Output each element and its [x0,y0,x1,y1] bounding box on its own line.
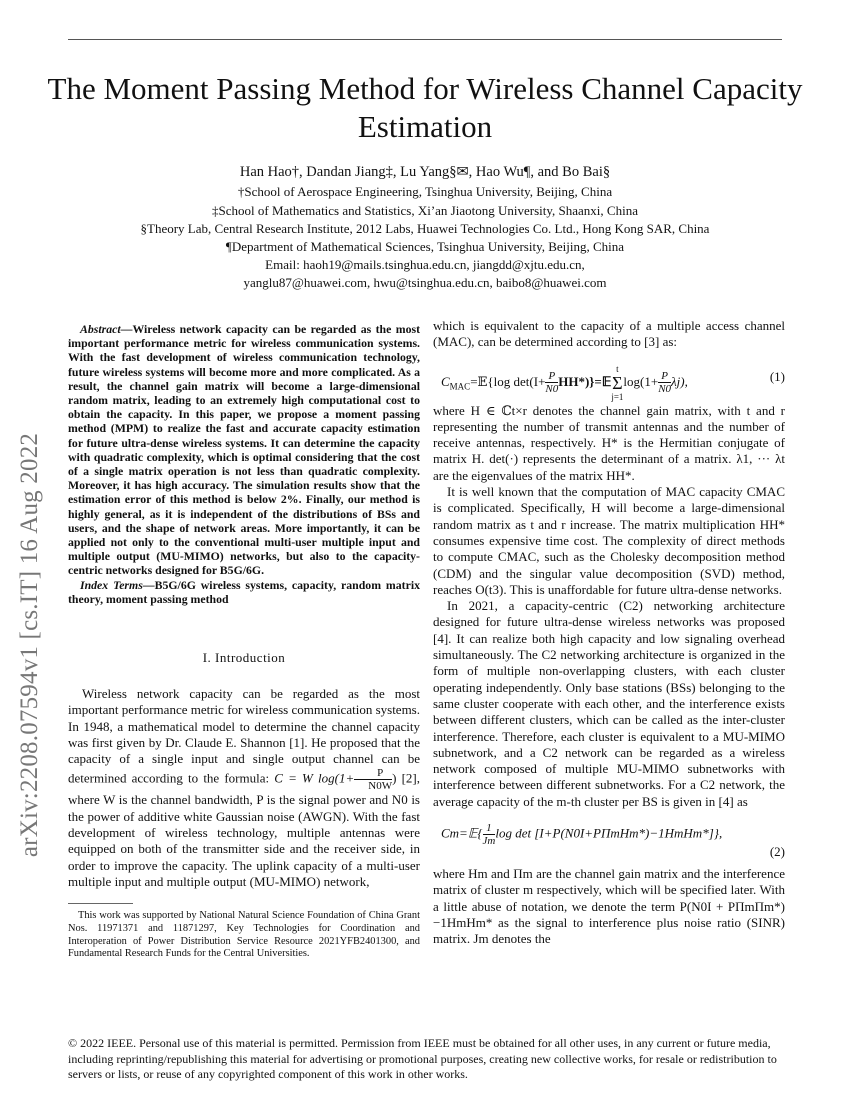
footnote-rule [68,903,133,904]
shannon-fraction [354,767,392,792]
eq1-frac2-num: P [658,370,671,383]
header-rule [68,39,782,40]
copyright-notice: © 2022 IEEE. Personal use of this material is permitted. Permission from IEEE must be obtained for all other uses, in any current or future media, including reprinting/republishing this material for advertising or promotional purposes, creating new collective works, for resale or redistribution to servers or lists, or reuse of any copyrighted component of this work in other works. [68,1036,777,1082]
intro-text-b: ) [2], where W is the channel bandwidth, P is the signal power and N0 is the power of additive white Gaussian noise (AWGN). With the fast development of wireless technology, multiple antennas were equipped on both of the transmitter side and the receiver side, in order to improve the capacity. The uplink capacity of a multi-user multiple input and multiple output (MU-MIMO) network, [68,770,420,889]
equation-2-body [441,822,722,847]
eq1-sum-top: t [616,363,619,374]
index-terms-paragraph [68,578,420,606]
eq2-frac-num: 1 [483,822,496,835]
introduction-body [68,686,420,890]
email-line-2: yanglu87@huawei.com, hwu@tsinghua.edu.cn, baibo8@huawei.com [243,275,607,290]
equation-1 [433,357,785,402]
intro-paragraph [68,686,420,890]
equation-1-number: (1) [769,368,785,384]
matrix-definition-paragraph: where H ∈ ℂt×r denotes the channel gain matrix, with t and r representing the number of transmit antennas and the number of receive antennas, respectively. H* is the Hermitian conjugate of matrix H. det(·) represents the determinant of a matrix. λ1, ··· λt are the eigenvalues of the matrix HH*. [433,402,785,483]
eq2-rest: log det [I+P(N0I+PΠmHm*)−1HmHm*]}, [495,825,723,841]
affiliation-huawei: §Theory Lab, Central Research Institute, 2012 Labs, Huawei Technologies Co. Ltd., Hong Kong SAR, China [140,221,710,236]
equation-1-body [441,363,688,403]
affiliation-aerospace: †School of Aerospace Engineering, Tsinghua University, Beijing, China [237,184,613,199]
complexity-paragraph: It is well known that the computation of MAC capacity CMAC is complicated. Specifically, H will become a large-dimensional random matrix as t and r increase. The matrix multiplication HH* consumes expensive time cost. The complexity of direct methods to compute CMAC, such as the Cholesky decomposition method (CDM) and the singular value decomposition (SVD) method, reaches O(t3). This is unaffordable for future ultra-dense networks. [433,484,785,597]
c2-architecture-paragraph: In 2021, a capacity-centric (C2) networking architecture designed for future ultra-dense wireless networks was proposed [4]. It can realize both high capacity and low signaling overhead simultaneously. The C2 networking architecture is organized in the form of multiple non-overlapping clusters, with each cluster operating independently. Only base stations (BSs) belonging to the same cluster cooperate with each other, and the interference exists between different clusters, which can be called as the inter-cluster interference. Therefore, each cluster is equivalent to a MU-MIMO subnetwork, and a C2 network can be regarded as a wireless network composed of multiple MU-MIMO subnetworks with interference between different subnetworks. For a C2 network, the average capacity of the m-th cluster per BS is given in [4] as [433,598,785,809]
eq1-part-3: log(1+ [623,373,659,389]
abstract-label: Abstract [80,322,121,336]
eq1-lhs: C [441,373,450,389]
shannon-fraction-denominator: N0W [368,780,393,793]
abstract-paragraph [68,322,420,578]
eq1-fraction-2 [658,370,671,395]
eq1-fraction-1 [545,370,558,395]
intro-text-a: Wireless network capacity can be regarded as the most important performance metric for wireless communication systems. In 1948, a mathematical model to determine the channel capacity was first given by Dr. Claude E. Shannon [1]. He proposed that the capacity of a single input and single output channel can be determined according to the formula: [68,686,420,786]
eq1-frac1-num: P [545,370,558,383]
index-terms-label: Index Terms [80,577,143,592]
eq1-frac1-den: N0 [545,383,559,396]
eq1-sum-symbol: Σ [612,372,623,393]
arxiv-side-stamp [0,300,60,858]
index-terms-text: —B5G/6G wireless systems, capacity, random matrix theory, moment passing method [68,577,420,606]
author-list: Han Hao†, Dandan Jiang‡, Lu Yang§✉, Hao Wu¶, and Bo Bai§ [239,164,611,180]
eq2-frac-den: Jm [482,835,496,848]
shannon-fraction-numerator: P [354,767,392,780]
equation-2 [433,816,785,862]
eq1-part-1: =𝔼{log det(I+ [470,373,546,389]
mac-intro-paragraph: which is equivalent to the capacity of a multiple access channel (MAC), can be determined according to [3] as: [433,318,785,350]
funding-footnote: This work was supported by National Natural Science Foundation of China Grant Nos. 11971371 and 11871297, Key Technologies for Coordination and Interoperation of Power Distribution Service Resource 2021YFB2401300, and Fundamental Research Funds for the Central Universities. [68,910,420,960]
eq1-lhs-sub: MAC [449,381,471,392]
eq1-frac2-den: N0 [658,383,672,396]
abstract-text: —Wireless network capacity can be regarded as the most important performance metric for wireless communication systems. With the fast development of wireless communication technology, future wireless systems will become more and more complicated. As a result, the channel gain matrix will become a large-dimensional random matrix, leading to an extremely high computational cost to obtain the capacity. In this paper, we propose a moment passing method (MPM) to realize the fast and accurate capacity estimation for future ultra-dense wireless systems. It can determine the capacity with quadratic complexity, which is optimal considering that the cost of a single matrix operation is not less than quadratic complexity. Moreover, it has high accuracy. The simulation results show that the estimation error of this method is below 2%. Finally, our method is highly general, as it is independent of the distributions of BSs and users, and the shape of network areas. More importantly, it can be applied not only to the conventional multi-user multiple input and multiple output (MU-MIMO) networks, but also to the capacity-centric networks designed for B5G/6G. [68,322,420,578]
right-column [433,318,785,948]
equation-2-number: (2) [769,844,785,860]
affiliation-math-sciences: ¶Department of Mathematical Sciences, Tsinghua University, Beijing, China [225,239,625,254]
affiliation-math-stats: ‡School of Mathematics and Statistics, Xi’an Jiaotong University, Shaanxi, China [212,203,638,218]
eq1-part-2: HH*)}=𝔼 [558,373,612,389]
shannon-formula: C = W log(1+ [274,770,355,786]
eq1-part-4: λj), [671,373,688,389]
abstract-block [68,322,420,606]
eq2-fraction [483,822,496,847]
paper-title: The Moment Passing Method for Wireless Channel Capacity Estimation [47,71,803,144]
eq2-lhs: Cm=𝔼{ [441,825,483,841]
eq1-sum [611,363,623,403]
email-line-1: Email: haoh19@mails.tsinghua.edu.cn, jiangdd@xjtu.edu.cn, [265,257,585,272]
sinr-paragraph: where Hm and Πm are the channel gain matrix and the interference matrix of cluster m respectively, which will be specified later. With a little abuse of notation, we denote the term P(N0I + PΠmΠm*)−1HmHm* as the signal to interference plus noise ratio (SINR) matrix. Jm denotes the [433,866,785,947]
section-heading-introduction: I. Introduction [202,650,286,665]
arxiv-identifier[interactable]: arXiv:2208.07594v1 [cs.IT] 16 Aug 2022 [16,432,43,858]
eq1-sum-bottom: j=1 [611,391,624,402]
